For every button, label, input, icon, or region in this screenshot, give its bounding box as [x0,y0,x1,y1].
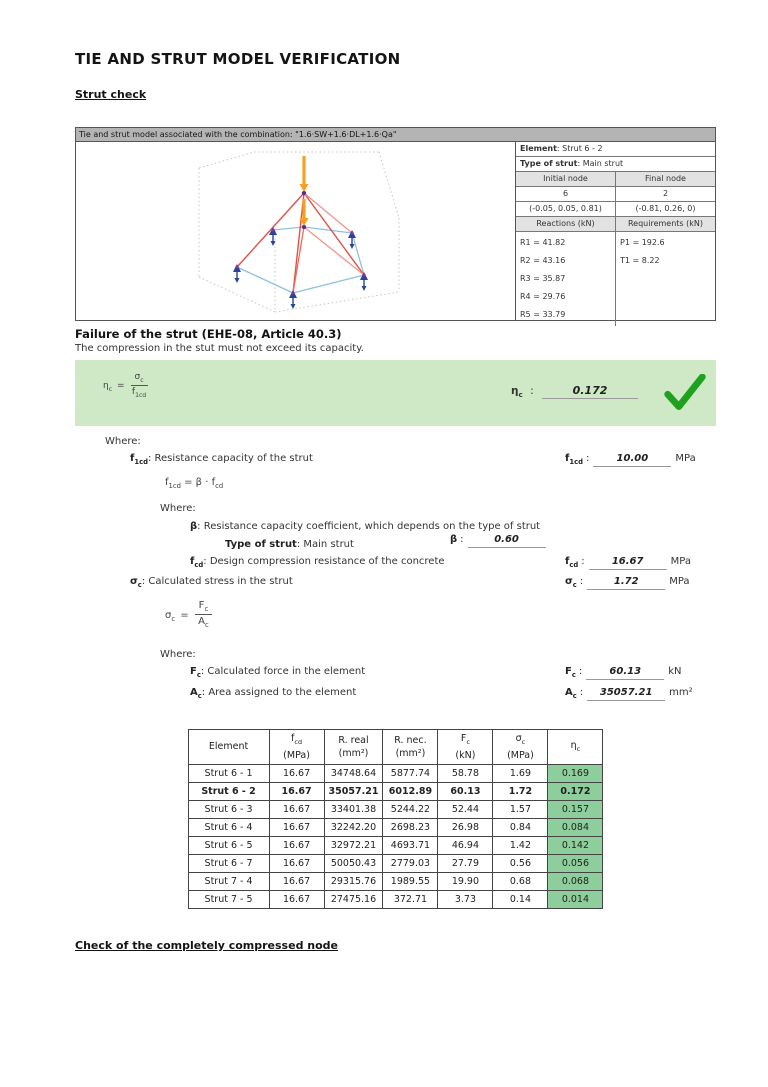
table-cell: 0.14 [493,890,548,908]
info-reaction-headers [516,217,715,232]
table-cell: 16.67 [269,854,324,872]
table-row [188,782,603,800]
info-strut-type: Type of strut: Main strut [516,157,715,172]
reaction-line: R3 = 35.87 [520,274,566,283]
table-cell: 2698.23 [383,818,438,836]
table-cell: 0.056 [548,854,603,872]
table-cell: 0.157 [548,800,603,818]
final-node-coords: (-0.81, 0.26, 0) [635,204,696,213]
utilization-result: $\eta_c$ : 0.172 [511,384,638,399]
table-cell: Strut 6 - 2 [188,782,269,800]
requirements-header: Requirements (kN) [627,219,704,228]
table-header-row [188,730,603,765]
failure-description: The compression in the stut must not exceed its capacity. [75,343,364,354]
table-row [188,854,603,872]
strut-model-figure [76,142,516,320]
table-cell: 5244.22 [383,800,438,818]
table-cell: 0.068 [548,872,603,890]
utilization-highlight-box [75,360,716,426]
table-cell: 0.084 [548,818,603,836]
reaction-line: R4 = 29.76 [520,292,566,301]
bounding-box-dotted [199,152,399,312]
table-cell: 2779.03 [383,854,438,872]
table-cell: 3.73 [438,890,493,908]
table-cell: 16.67 [269,818,324,836]
requirement-line: P1 = 192.6 [620,238,665,247]
reaction-line: R5 = 33.79 [520,310,566,319]
info-node-headers [516,172,715,187]
value-beta: β : 0.60 [450,533,546,548]
requirements-list [616,232,715,326]
initial-node-header: Initial node [516,172,616,186]
info-element: Element: Strut 6 - 2 [516,142,715,157]
table-row [188,800,603,818]
table-cell: 4693.71 [383,836,438,854]
table-cell: 58.78 [438,764,493,782]
failure-heading: Failure of the strut (EHE-08, Article 40.3) [75,327,342,341]
table-cell: 29315.76 [324,872,383,890]
column-header: $F_c$ (kN) [438,730,493,765]
model-caption: Tie and strut model associated with the combination: "1.6·SW+1.6·DL+1.6·Qa" [76,128,715,142]
support-markers [233,227,368,309]
table-cell: 1.42 [493,836,548,854]
table-cell: 27475.16 [324,890,383,908]
initial-node-coords: (-0.05, 0.05, 0.81) [516,202,616,216]
value-f1cd: $f_{1cd}$ : 10.00 MPa [565,453,696,466]
table-cell: 52.44 [438,800,493,818]
table-cell: 0.56 [493,854,548,872]
column-header: $\sigma_c$ (MPa) [493,730,548,765]
term-Ac: $A_c$: Area assigned to the element $A_c$ : 35057.21 mm² [75,686,716,703]
formula-f1cd: $f_{1cd} = \beta \cdot f_{cd}$ [165,477,224,490]
table-row [188,872,603,890]
column-header: $f_{cd}$ (MPa) [269,730,324,765]
check-icon [664,374,706,412]
reaction-line: R1 = 41.82 [520,238,566,247]
table-cell: 16.67 [269,800,324,818]
table-cell: 60.13 [438,782,493,800]
table-cell: 32972.21 [324,836,383,854]
term-fcd: $f_{cd}$: Design compression resistance of the concrete $f_{cd}$ : 16.67 MPa [75,555,716,572]
table-cell: Strut 6 - 3 [188,800,269,818]
reaction-line: R2 = 43.16 [520,256,566,265]
table-row [188,818,603,836]
table-cell: 50050.43 [324,854,383,872]
table-cell: 1989.55 [383,872,438,890]
section-heading-strut-check: Strut check [75,88,147,101]
table-cell: 19.90 [438,872,493,890]
term-Fc: $F_c$: Calculated force in the element $F_c$ : 60.13 kN [75,665,716,682]
table-cell: 1.69 [493,764,548,782]
table-cell: 16.67 [269,836,324,854]
table-cell: 0.172 [548,782,603,800]
table-cell: 46.94 [438,836,493,854]
column-header: $\eta_c$ [548,730,603,765]
table-cell: Strut 6 - 1 [188,764,269,782]
table-cell: 1.57 [493,800,548,818]
table-cell: 33401.38 [324,800,383,818]
table-cell: 1.72 [493,782,548,800]
term-strut-type: Type of strut: Main strut [225,539,354,550]
table-cell: 32242.20 [324,818,383,836]
table-cell: 0.014 [548,890,603,908]
where-label: Where: [160,649,196,660]
table-cell: 16.67 [269,782,324,800]
column-header: R. real (mm²) [324,730,383,765]
utilization-formula: $\eta_c$ = $\frac{\sigma_c}{f_{1cd}}$ [103,372,147,399]
element-info-panel [515,142,715,320]
section-heading-node-check: Check of the completely compressed node [75,938,338,952]
value-Fc: $F_c$ : 60.13 kN [565,666,682,679]
table-cell: 0.142 [548,836,603,854]
page-title: TIE AND STRUT MODEL VERIFICATION [75,50,401,68]
column-header: R. nec. (mm²) [383,730,438,765]
term-f1cd: $f_{1cd}$: Resistance capacity of the strut $f_{1cd}$ : 10.00 MPa [75,452,716,469]
info-reaction-values [516,232,715,326]
table-cell: Strut 6 - 4 [188,818,269,836]
table-cell: 16.67 [269,890,324,908]
requirement-line: T1 = 8.22 [620,256,660,265]
table-cell: 0.84 [493,818,548,836]
info-node-ids [516,187,715,202]
table-cell: 0.169 [548,764,603,782]
final-node-id: 2 [662,189,669,198]
reactions-list [516,232,616,326]
model-box [75,127,716,321]
table-cell: 6012.89 [383,782,438,800]
info-node-coords [516,202,715,217]
term-beta: β: Resistance capacity coefficient, which depends on the type of strut β : 0.60 [75,520,716,533]
initial-node-id: 6 [516,187,616,201]
final-node-header: Final node [645,174,686,183]
table-row [188,890,603,908]
table-cell: 35057.21 [324,782,383,800]
table-cell: 5877.74 [383,764,438,782]
table-cell: Strut 6 - 7 [188,854,269,872]
table-cell: 26.98 [438,818,493,836]
results-table [188,729,604,909]
table-cell: Strut 6 - 5 [188,836,269,854]
where-label: Where: [160,503,196,514]
table-cell: 27.79 [438,854,493,872]
table-cell: 0.68 [493,872,548,890]
table-cell: 16.67 [269,764,324,782]
where-label: Where: [105,436,141,447]
table-row [188,764,603,782]
table-cell: 372.71 [383,890,438,908]
term-sigma: $\sigma_c$: Calculated stress in the strut $\sigma_c$ : 1.72 MPa [75,575,716,592]
value-sigma: $\sigma_c$ : 1.72 MPa [565,576,690,589]
value-Ac: $A_c$ : 35057.21 mm² [565,687,693,700]
table-cell: 34748.64 [324,764,383,782]
reactions-header: Reactions (kN) [516,217,616,231]
strut-lines [237,193,364,293]
table-cell: Strut 7 - 4 [188,872,269,890]
table-cell: 16.67 [269,872,324,890]
column-header: Element [188,730,269,765]
table-row [188,836,603,854]
value-fcd: $f_{cd}$ : 16.67 MPa [565,556,691,569]
formula-sigma: $\sigma_c$ = $\frac{F_c}{A_c}$ [75,600,716,642]
table-cell: Strut 7 - 5 [188,890,269,908]
